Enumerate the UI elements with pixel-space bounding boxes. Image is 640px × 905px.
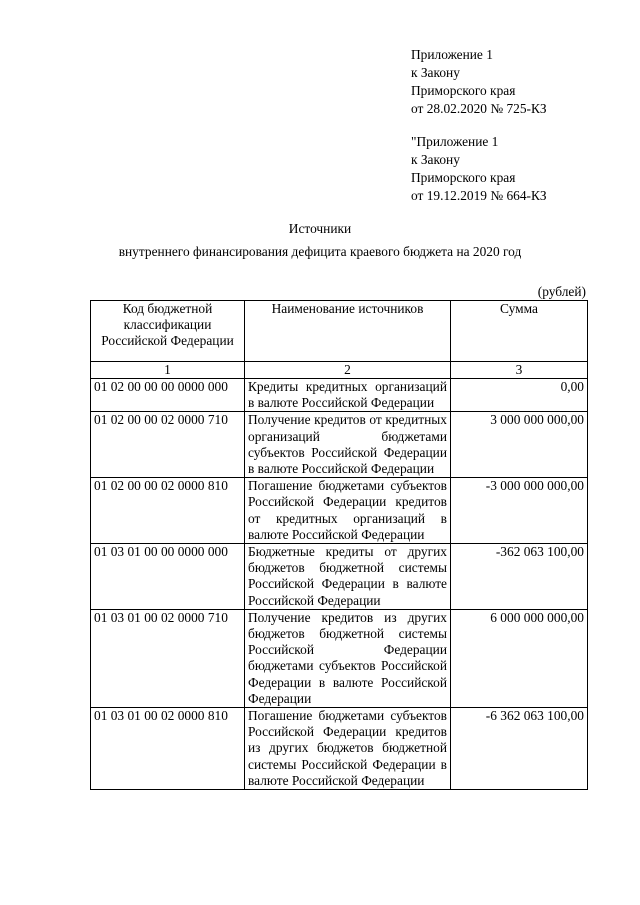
table-row [91,708,588,790]
appendix-line: к Закону [411,152,460,167]
financing-sources-table [90,300,588,790]
source-name-cell: Кредиты кредитных организаций в валюте Российской Федерации [245,379,451,412]
appendix-line: к Закону [411,65,460,80]
budget-code-cell: 01 02 00 00 02 0000 810 [91,478,245,544]
appendix-line: Приморского края [411,170,516,185]
amount-cell: -362 063 100,00 [451,544,588,610]
amount-cell: -6 362 063 100,00 [451,708,588,790]
budget-code-cell: 01 02 00 00 02 0000 710 [91,412,245,478]
column-number-row [91,362,588,379]
budget-code-cell: 01 03 01 00 00 0000 000 [91,544,245,610]
source-name-cell: Погашение бюджетами субъектов Российской Федерации кредитов от кредитных организаций в валюте Российской Федерации [245,478,451,544]
column-header-code: Код бюджетной классификации Российской Федерации [91,301,245,362]
document-subtitle: внутреннего финансирования дефицита краевого бюджета на 2020 год [118,244,522,259]
column-number: 1 [91,362,245,379]
amount-cell: 3 000 000 000,00 [451,412,588,478]
budget-code-cell: 01 03 01 00 02 0000 810 [91,708,245,790]
quoted-appendix-reference [411,133,631,205]
document-title: Источники [288,221,352,236]
source-name-cell: Получение кредитов от кредитных организаций бюджетами субъектов Российской Федерации в валюте Российской Федерации [245,412,451,478]
source-name-cell: Бюджетные кредиты от других бюджетов бюджетной системы Российской Федерации в валюте Российской Федерации [245,544,451,610]
appendix-line: от 19.12.2019 № 664-КЗ [411,188,547,203]
column-header-name: Наименование источников [245,301,451,362]
source-name-cell: Получение кредитов из других бюджетов бюджетной системы Российской Федерации бюджетами субъектов Российской Федерации в валюте Российской Федерации [245,609,451,707]
appendix-line: Приморского края [411,83,516,98]
appendix-line: от 28.02.2020 № 725-КЗ [411,101,547,116]
appendix-line: "Приложение 1 [411,134,499,149]
amount-cell: -3 000 000 000,00 [451,478,588,544]
source-name-cell: Погашение бюджетами субъектов Российской Федерации кредитов из других бюджетов бюджетной системы Российской Федерации в валюте Российской Федерации [245,708,451,790]
budget-code-cell: 01 02 00 00 00 0000 000 [91,379,245,412]
column-header-amount: Сумма [451,301,588,362]
amount-cell: 0,00 [451,379,588,412]
column-number: 3 [451,362,588,379]
budget-code-cell: 01 03 01 00 02 0000 710 [91,609,245,707]
appendix-line: Приложение 1 [411,47,493,62]
table-row [91,544,588,610]
table-header-row [91,301,588,362]
table-row [91,379,588,412]
column-number: 2 [245,362,451,379]
appendix-reference [411,46,631,118]
table-row [91,609,588,707]
table-row [91,478,588,544]
amount-cell: 6 000 000 000,00 [451,609,588,707]
units-label: (рублей) [537,284,586,299]
table-row [91,412,588,478]
